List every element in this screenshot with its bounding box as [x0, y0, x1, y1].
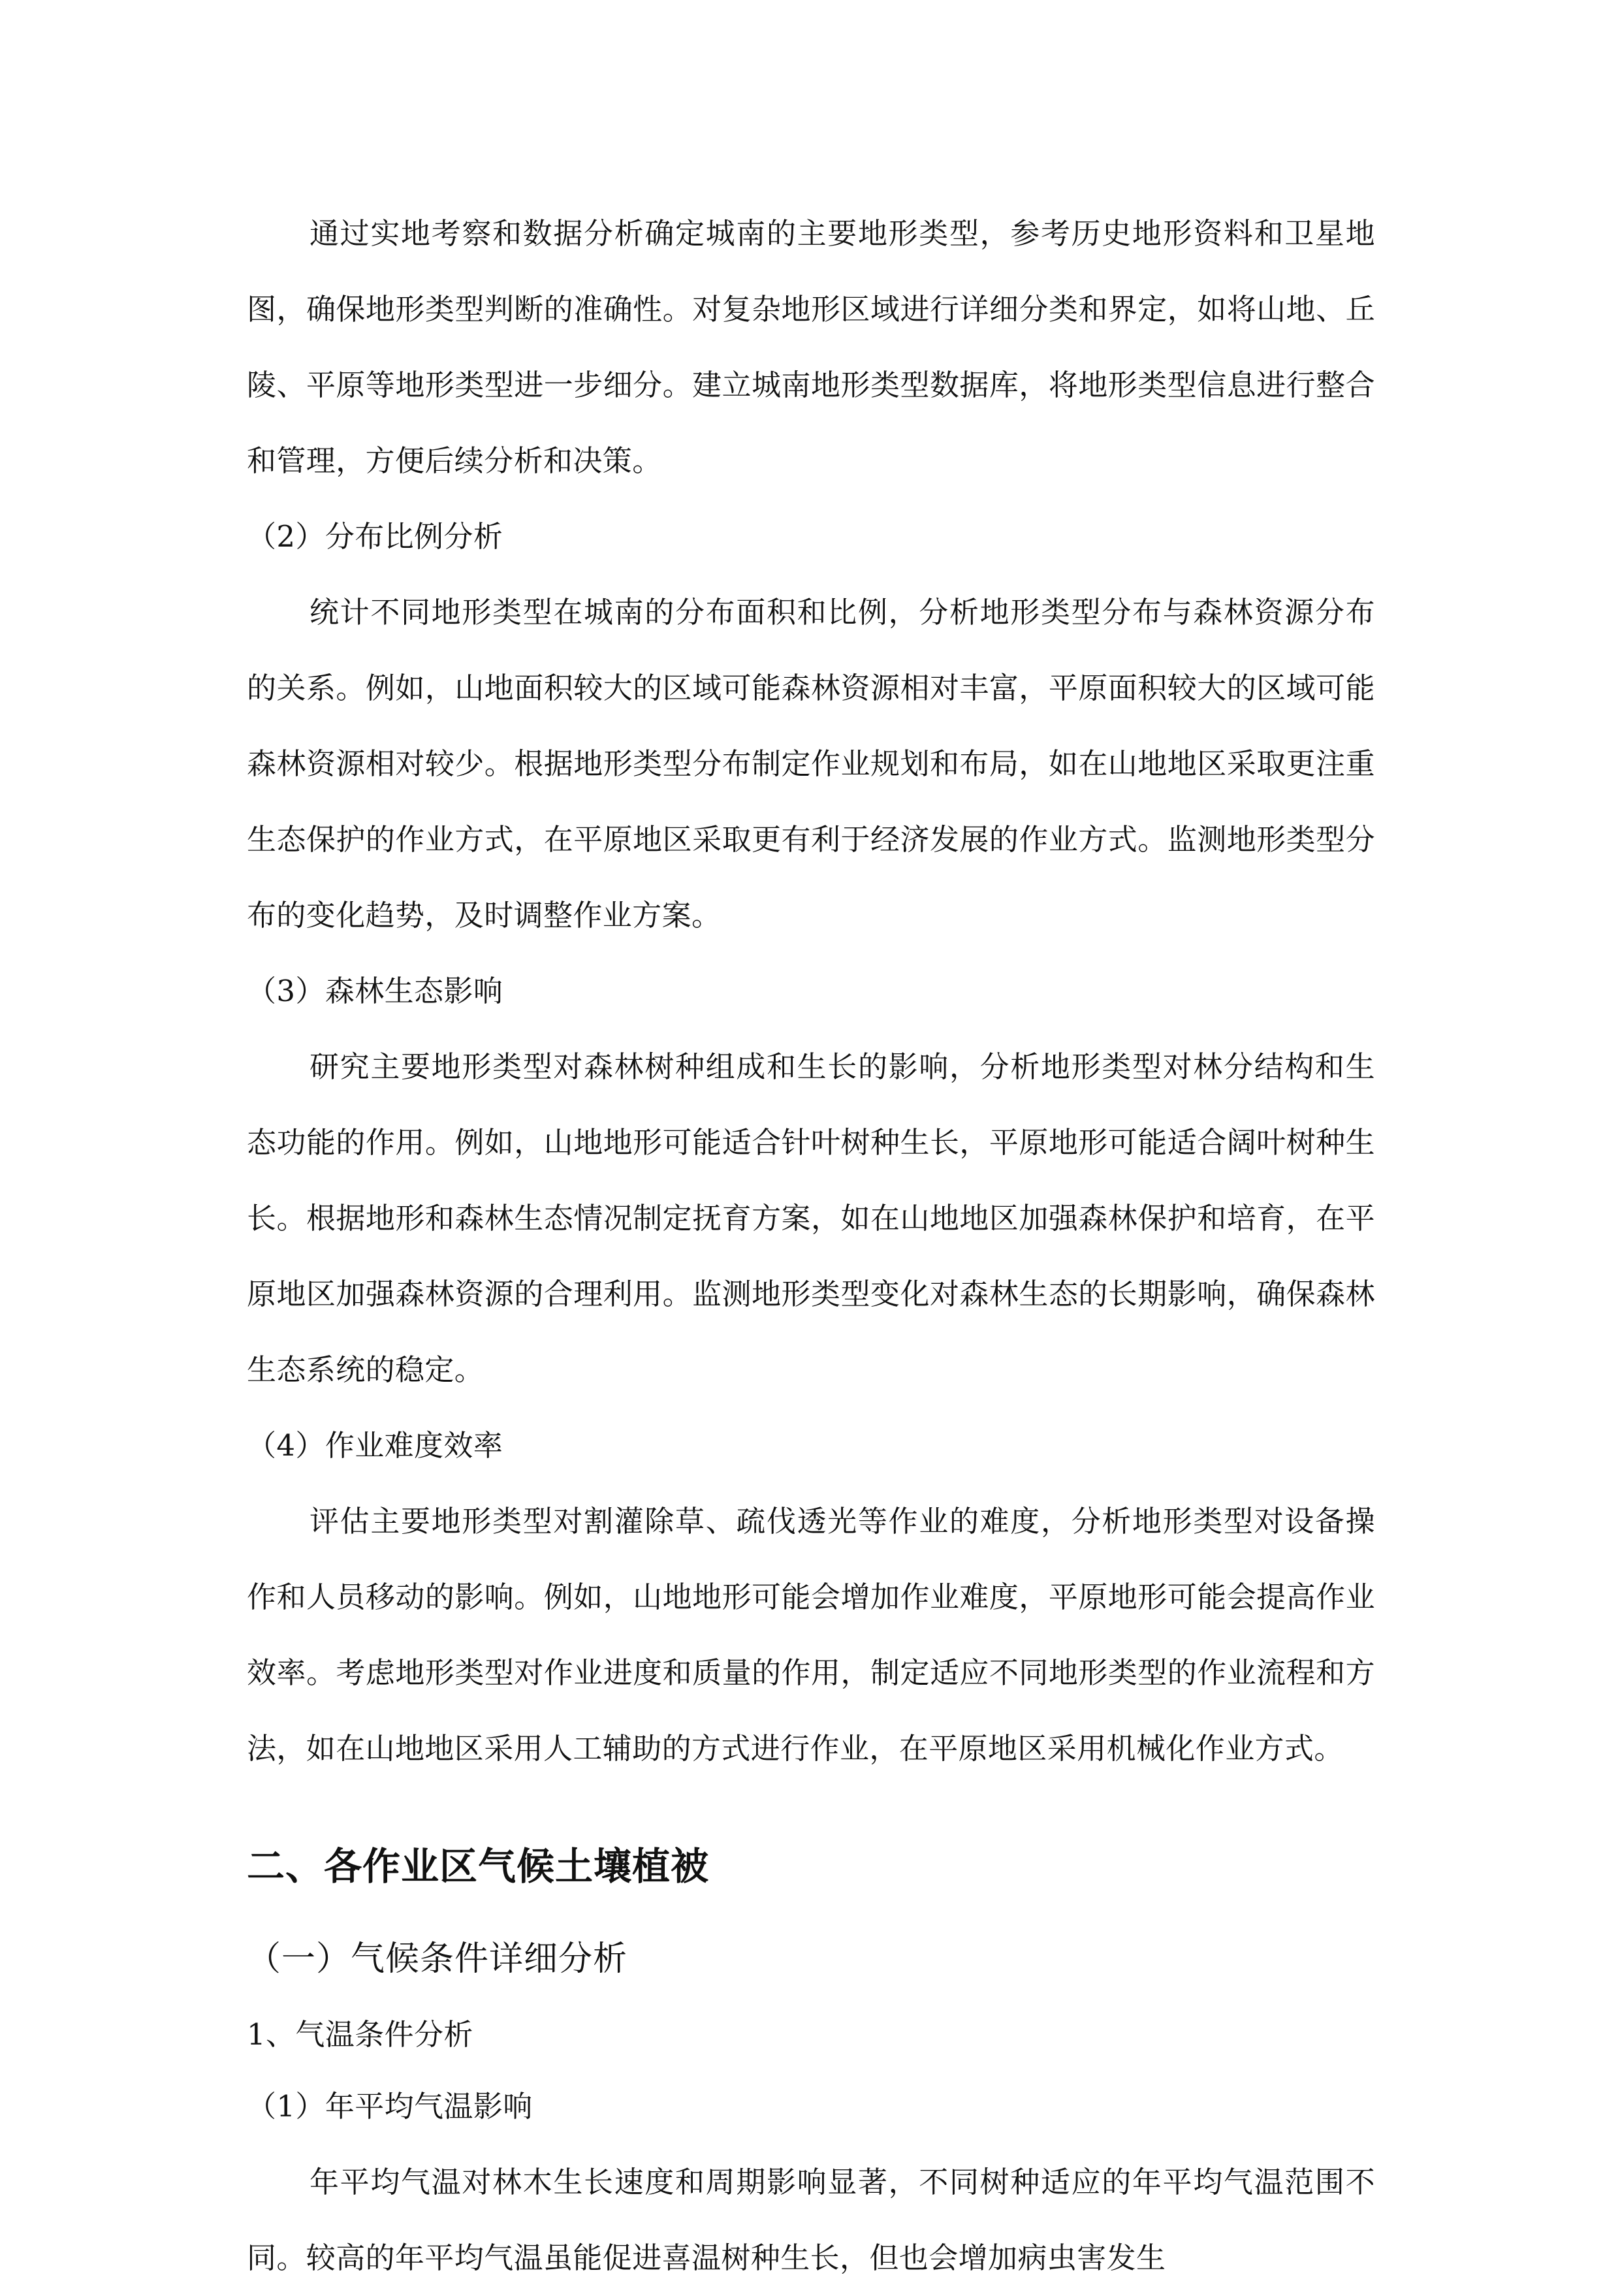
heading-annual-temperature: （1）年平均气温影响: [247, 2089, 533, 2124]
document-body: [247, 196, 1375, 2296]
paragraph-forest-ecology: 研究主要地形类型对森林树种组成和生长的影响，分析地形类型对林分结构和生态功能的作用。例如，山地地形可能适合针叶树种生长，平原地形可能适合阔叶树种生长。根据地形和森林生态情况制定抚育方案，如在山地地区加强森林保护和培育，在平原地区加强森林资源的合理利用。监测地形类型变化对森林生态的长期影响，确保森林生态系统的稳定。: [247, 1049, 1375, 1387]
paragraph-annual-temperature: 年平均气温对林木生长速度和周期影响显著，不同树种适应的年平均气温范围不同。较高的年平均气温虽能促进喜温树种生长，但也会增加病虫害发生: [247, 2165, 1375, 2275]
heading-distribution-ratio: （2）分布比例分析: [247, 519, 503, 554]
subsection-title: （一）气候条件详细分析: [247, 1939, 628, 1979]
paragraph-work-difficulty: 评估主要地形类型对割灌除草、疏伐透光等作业的难度，分析地形类型对设备操作和人员移动的影响。例如，山地地形可能会增加作业难度，平原地形可能会提高作业效率。考虑地形类型对作业进度和质量的作用，制定适应不同地形类型的作业流程和方法，如在山地地区采用人工辅助的方式进行作业，在平原地区采用机械化作业方式。: [247, 1504, 1375, 1766]
heading-forest-ecology: （3）森林生态影响: [247, 974, 503, 1008]
heading-work-difficulty: （4）作业难度效率: [247, 1428, 503, 1463]
paragraph-terrain-identification: 通过实地考察和数据分析确定城南的主要地形类型，参考历史地形资料和卫星地图，确保地形类型判断的准确性。对复杂地形区域进行详细分类和界定，如将山地、丘陵、平原等地形类型进一步细分。建立城南地形类型数据库，将地形类型信息进行整合和管理，方便后续分析和决策。: [247, 216, 1375, 478]
paragraph-distribution-ratio: 统计不同地形类型在城南的分布面积和比例，分析地形类型分布与森林资源分布的关系。例如，山地面积较大的区域可能森林资源相对丰富，平原面积较大的区域可能森林资源相对较少。根据地形类型分布制定作业规划和布局，如在山地地区采取更注重生态保护的作业方式，在平原地区采取更有利于经济发展的作业方式。监测地形类型分布的变化趋势，及时调整作业方案。: [247, 595, 1375, 933]
section-title: 二、各作业区气候土壤植被: [247, 1844, 710, 1889]
item-title: 1、气温条件分析: [247, 2017, 473, 2052]
